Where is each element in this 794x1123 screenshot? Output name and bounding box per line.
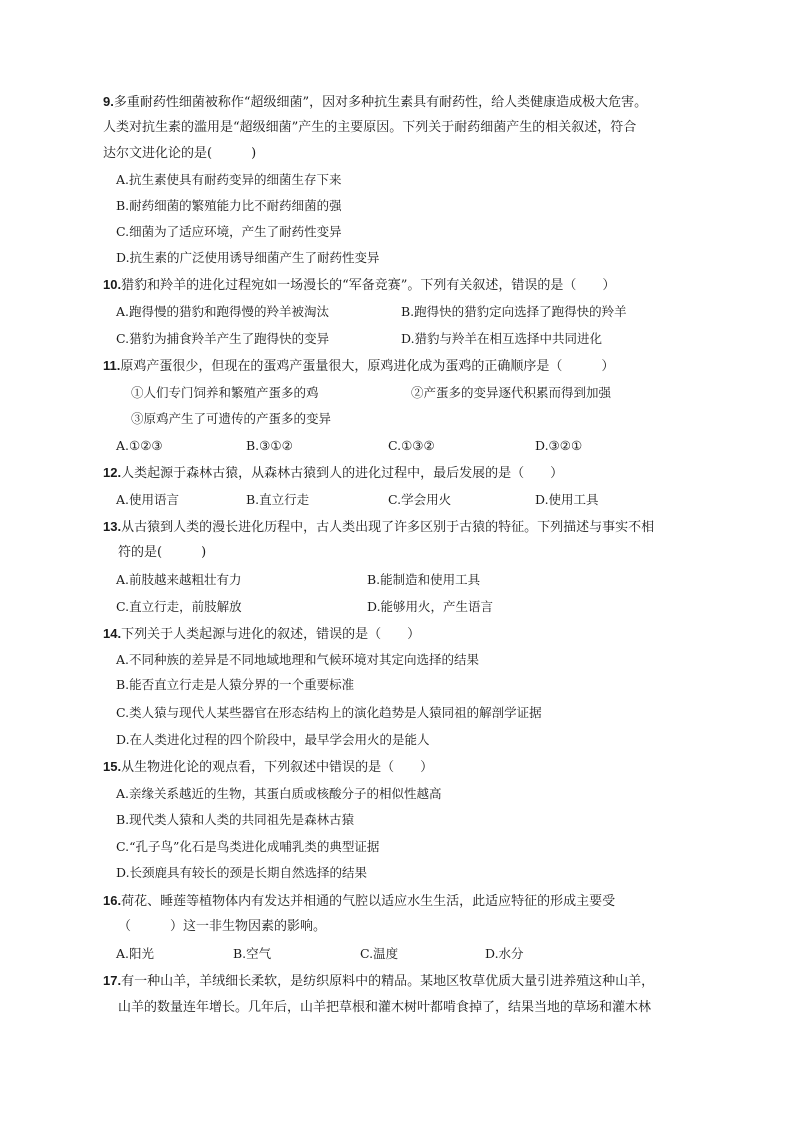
q10-stem-line1: 猎豹和羚羊的进化过程宛如一场漫长的“军备竞赛”。下列有关叙述，错误的是（ ） bbox=[121, 278, 616, 293]
q10-number: 10. bbox=[103, 277, 122, 292]
q14-number: 14. bbox=[103, 626, 122, 641]
q15-option-c[interactable]: C.“孔子鸟”化石是鸟类进化成哺乳类的典型证据 bbox=[116, 839, 380, 854]
q14-stem-line1: 下列关于人类起源与进化的叙述，错误的是（ ） bbox=[121, 627, 421, 642]
q9-option-b[interactable]: B.耐药细菌的繁殖能力比不耐药细菌的强 bbox=[116, 198, 342, 213]
q15-line1 bbox=[103, 758, 433, 776]
q13-option-b[interactable]: B.能制造和使用工具 bbox=[367, 572, 481, 587]
q14-line1 bbox=[103, 625, 420, 643]
q10-line1 bbox=[103, 276, 615, 294]
q10-option-b[interactable]: B.跑得快的猎豹定向选择了跑得快的羚羊 bbox=[401, 304, 627, 319]
q10-option-c[interactable]: C.猎豹为捕食羚羊产生了跑得快的变异 bbox=[116, 331, 330, 346]
q16-option-c[interactable]: C.温度 bbox=[360, 946, 399, 961]
q17-number: 17. bbox=[103, 973, 122, 988]
q10-option-d[interactable]: D.猎豹与羚羊在相互选择中共同进化 bbox=[401, 331, 603, 346]
q11-line1 bbox=[103, 357, 614, 375]
q9-number: 9. bbox=[103, 94, 114, 109]
q9-option-c[interactable]: C.细菌为了适应环境，产生了耐药性变异 bbox=[116, 224, 342, 239]
q13-option-d[interactable]: D.能够用火，产生语言 bbox=[367, 599, 494, 614]
q11-option-b[interactable]: B.③①② bbox=[246, 438, 293, 453]
q11-option-d[interactable]: D.③②① bbox=[535, 438, 583, 453]
q16-stem-line2: （ ）这一非生物因素的影响。 bbox=[118, 919, 327, 934]
q11-item-2: ②产蛋多的变异逐代积累而得到加强 bbox=[411, 385, 612, 400]
q11-item-1: ①人们专门饲养和繁殖产蛋多的鸡 bbox=[131, 385, 319, 400]
q11-stem-line1: 原鸡产蛋很少，但现在的蛋鸡产蛋量很大，原鸡进化成为蛋鸡的正确顺序是（ ） bbox=[120, 359, 615, 374]
q14-option-c[interactable]: C.类人猿与现代人某些器官在形态结构上的演化趋势是人猿同祖的解剖学证据 bbox=[116, 705, 542, 720]
q11-item-3: ③原鸡产生了可遗传的产蛋多的变异 bbox=[131, 411, 332, 426]
q12-option-c[interactable]: C.学会用火 bbox=[388, 492, 452, 507]
q16-line1 bbox=[103, 892, 615, 910]
q16-option-a[interactable]: A.阳光 bbox=[116, 946, 155, 961]
q13-option-c[interactable]: C.直立行走，前肢解放 bbox=[116, 599, 242, 614]
q15-option-b[interactable]: B.现代类人猿和人类的共同祖先是森林古猿 bbox=[116, 812, 355, 827]
q14-option-d[interactable]: D.在人类进化过程的四个阶段中，最早学会用火的是能人 bbox=[116, 732, 430, 747]
q9-stem-line3: 达尔文进化论的是( ) bbox=[103, 146, 257, 161]
q12-number: 12. bbox=[103, 465, 122, 480]
q17-stem-line1: 有一种山羊，羊绒细长柔软，是纺织原料中的精品。某地区牧草优质大量引进养殖这种山羊， bbox=[121, 974, 655, 989]
q15-number: 15. bbox=[103, 759, 122, 774]
q16-option-d[interactable]: D.水分 bbox=[485, 946, 524, 961]
q15-option-a[interactable]: A.亲缘关系越近的生物，其蛋白质或核酸分子的相似性越高 bbox=[116, 786, 442, 801]
q14-option-b[interactable]: B.能否直立行走是人猿分界的一个重要标准 bbox=[116, 677, 355, 692]
q13-stem-line1: 从古猿到人类的漫长进化历程中，古人类出现了许多区别于古猿的特征。下列描述与事实不相 bbox=[121, 520, 655, 535]
q12-option-d[interactable]: D.使用工具 bbox=[535, 492, 599, 507]
q12-line1 bbox=[103, 464, 563, 482]
q11-number: 11. bbox=[103, 358, 121, 373]
q16-stem-line1: 荷花、睡莲等植物体内有发达并相通的气腔以适应水生生活，此适应特征的形成主要受 bbox=[121, 894, 616, 909]
q9-option-d[interactable]: D.抗生素的广泛使用诱导细菌产生了耐药性变异 bbox=[116, 250, 380, 265]
q14-option-a[interactable]: A.不同种族的差异是不同地域地理和气候环境对其定向选择的结果 bbox=[116, 652, 480, 667]
q17-stem-line2: 山羊的数量连年增长。几年后，山羊把草根和灌木树叶都啃食掉了，结果当地的草场和灌木林 bbox=[118, 1000, 652, 1015]
q13-line1 bbox=[103, 518, 654, 536]
q16-number: 16. bbox=[103, 893, 122, 908]
q16-option-b[interactable]: B.空气 bbox=[233, 946, 272, 961]
q13-number: 13. bbox=[103, 519, 122, 534]
q15-option-d[interactable]: D.长颈鹿具有较长的颈是长期自然选择的结果 bbox=[116, 865, 368, 880]
q13-stem-line2: 符的是( ) bbox=[118, 545, 207, 560]
q12-option-a[interactable]: A.使用语言 bbox=[116, 492, 180, 507]
q9-line1 bbox=[103, 93, 647, 111]
q17-line1 bbox=[103, 972, 654, 990]
q9-stem-line2: 人类对抗生素的滥用是“超级细菌”产生的主要原因。下列关于耐药细菌产生的相关叙述，符合 bbox=[103, 120, 637, 135]
q11-option-c[interactable]: C.①③② bbox=[388, 438, 435, 453]
q11-option-a[interactable]: A.①②③ bbox=[116, 438, 163, 453]
q9-stem-line1: 多重耐药性细菌被称作“超级细菌”，因对多种抗生素具有耐药性，给人类健康造成极大危害。 bbox=[113, 95, 648, 110]
q12-option-b[interactable]: B.直立行走 bbox=[246, 492, 310, 507]
q12-stem-line1: 人类起源于森林古猿，从森林古猿到人的进化过程中，最后发展的是（ ） bbox=[121, 466, 564, 481]
q15-stem-line1: 从生物进化论的观点看，下列叙述中错误的是（ ） bbox=[121, 760, 434, 775]
q10-option-a[interactable]: A.跑得慢的猎豹和跑得慢的羚羊被淘汰 bbox=[116, 304, 330, 319]
q9-option-a[interactable]: A.抗生素使具有耐药变异的细菌生存下来 bbox=[116, 172, 342, 187]
q13-option-a[interactable]: A.前肢越来越粗壮有力 bbox=[116, 572, 242, 587]
